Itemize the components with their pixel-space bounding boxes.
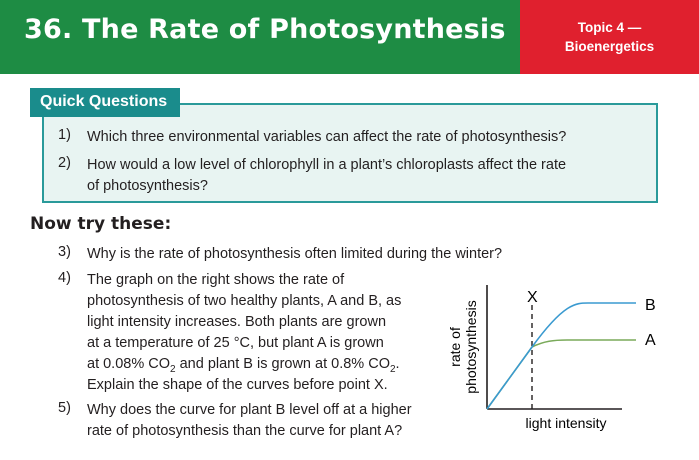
curve-b <box>487 303 636 409</box>
curve-a-label: A <box>645 332 656 349</box>
question-4-text-line1: The graph on the right shows the rate of <box>87 272 345 288</box>
question-4-text-line5: at 0.08% $CO_2$ and plant B is grown at 0.8% $CO_2$. <box>87 356 400 375</box>
question-4-number: 4) <box>58 270 71 286</box>
topic-number: Topic 4 — <box>577 20 642 35</box>
x-axis-label: light intensity <box>525 415 607 431</box>
question-5-text-line1: Why does the curve for plant B level off at a higher <box>87 402 412 418</box>
quick-questions-heading: Quick Questions <box>30 88 180 117</box>
topic-badge <box>520 0 699 74</box>
question-2-text-line2: of photosynthesis? <box>87 178 208 194</box>
point-x-label: X <box>527 289 538 306</box>
question-3-number: 3) <box>58 244 71 260</box>
curve-a <box>487 340 636 409</box>
now-try-heading: Now try these: <box>30 214 172 234</box>
question-4-text-line4: at a temperature of 25 °C, but plant A is grown <box>87 335 384 351</box>
topic-name: Bioenergetics <box>564 39 655 54</box>
question-3-text: Why is the rate of photosynthesis often limited during the winter? <box>87 246 503 262</box>
question-5-number: 5) <box>58 400 71 416</box>
photosynthesis-graph <box>436 285 676 440</box>
question-5-text-line2: rate of photosynthesis than the curve for plant A? <box>87 423 403 439</box>
question-1-text: Which three environmental variables can affect the rate of photosynthesis? <box>87 129 567 145</box>
y-axis-label-line2: photosynthesis <box>463 300 479 394</box>
y-axis-label-line1: rate of <box>447 327 463 367</box>
question-4-text-line2: photosynthesis of two healthy plants, A and B, as <box>87 293 402 309</box>
question-4-text-line3: light intensity increases. Both plants are grown <box>87 314 387 330</box>
question-2-text-line1: How would a low level of chlorophyll in a plant’s chloroplasts affect the rate <box>87 157 567 173</box>
page-title: 36. The Rate of Photosynthesis <box>24 14 506 45</box>
question-4-text-line6: Explain the shape of the curves before point X. <box>87 377 388 393</box>
question-2-number: 2) <box>58 155 71 171</box>
curve-b-label: B <box>645 297 656 314</box>
question-1-number: 1) <box>58 127 71 143</box>
